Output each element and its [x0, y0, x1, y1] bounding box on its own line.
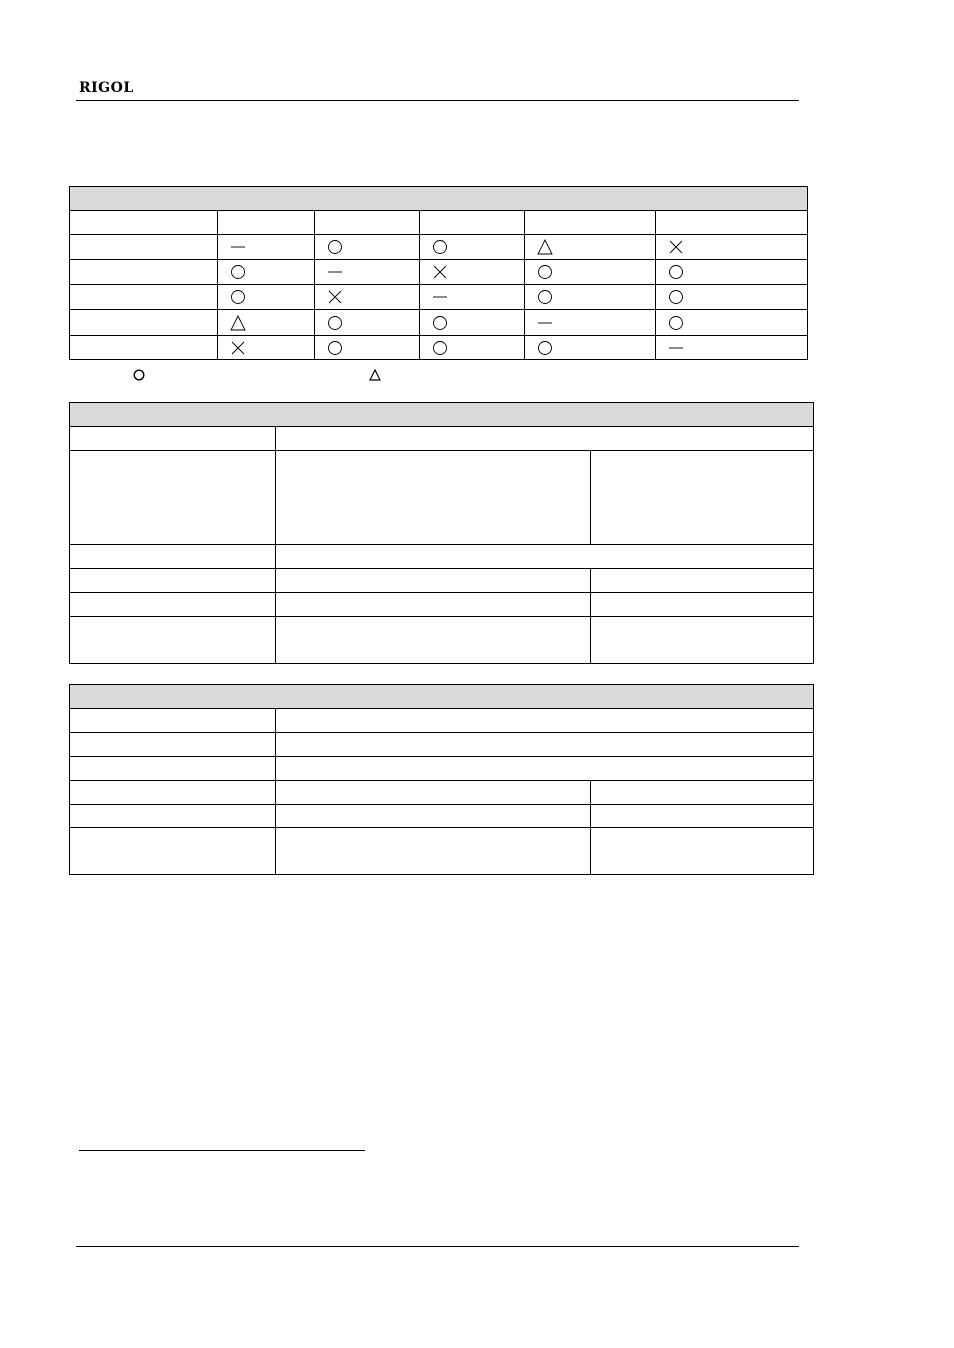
compat-cell: [656, 285, 808, 310]
table-row: [70, 617, 814, 664]
table-row: [70, 569, 814, 593]
compat-table-title: [70, 187, 808, 211]
cross-icon: [668, 239, 684, 255]
cross-icon: [327, 289, 343, 305]
spec-table-2: [69, 684, 814, 875]
compat-cell: [525, 310, 656, 336]
compat-cell: [315, 336, 420, 360]
circle-icon: [230, 264, 246, 280]
compat-cell: [315, 285, 420, 310]
brand-logo: RIGOL: [79, 80, 134, 96]
compat-cell: [420, 235, 525, 260]
dash-icon: [668, 340, 684, 356]
circle-icon: [537, 340, 553, 356]
circle-icon: [432, 340, 448, 356]
compat-cell: [315, 235, 420, 260]
compat-row: [70, 260, 808, 285]
table-row: [70, 805, 814, 828]
table-row: [70, 757, 814, 781]
table-row: [70, 545, 814, 569]
dash-icon: [432, 289, 448, 305]
compat-cell: [656, 260, 808, 285]
footer-rule: [76, 1246, 799, 1247]
table-row: [70, 427, 814, 451]
table-row: [70, 451, 814, 545]
compat-cell: [525, 285, 656, 310]
compat-cell: [315, 260, 420, 285]
compat-row-label: [70, 310, 218, 336]
table-row: [70, 828, 814, 875]
dash-icon: [327, 264, 343, 280]
compat-cell: [656, 310, 808, 336]
legend-triangle-icon: [369, 366, 381, 378]
compat-row-label: [70, 336, 218, 360]
compat-table: [69, 186, 808, 360]
triangle-icon: [230, 315, 246, 331]
cross-icon: [230, 340, 246, 356]
circle-icon: [537, 264, 553, 280]
table-row: [70, 733, 814, 757]
compat-row-label: [70, 260, 218, 285]
circle-icon: [230, 289, 246, 305]
spec-table-1-title: [70, 403, 814, 427]
circle-icon: [432, 239, 448, 255]
circle-icon: [537, 289, 553, 305]
header-rule: [76, 100, 799, 101]
circle-icon: [668, 289, 684, 305]
compat-cell: [218, 235, 315, 260]
compat-cell: [525, 235, 656, 260]
compat-cell: [420, 310, 525, 336]
circle-icon: [668, 315, 684, 331]
circle-icon: [327, 315, 343, 331]
compat-cell: [218, 310, 315, 336]
compat-row-label: [70, 285, 218, 310]
compat-cell: [218, 260, 315, 285]
legend-circle-icon: [133, 366, 145, 378]
circle-icon: [668, 264, 684, 280]
compat-cell: [218, 336, 315, 360]
compat-cell: [218, 285, 315, 310]
compat-row: [70, 235, 808, 260]
compat-row-label: [70, 235, 218, 260]
compat-row: [70, 336, 808, 360]
compat-row: [70, 310, 808, 336]
compat-cell: [656, 235, 808, 260]
cross-icon: [432, 264, 448, 280]
table-row: [70, 781, 814, 805]
compat-cell: [420, 260, 525, 285]
circle-icon: [327, 340, 343, 356]
compat-cell: [656, 336, 808, 360]
spec-table-1: [69, 402, 814, 664]
triangle-icon: [537, 239, 553, 255]
table-row: [70, 709, 814, 733]
spec-table-2-title: [70, 685, 814, 709]
dash-icon: [537, 315, 553, 331]
compat-cell: [315, 310, 420, 336]
compat-cell: [525, 260, 656, 285]
circle-icon: [432, 315, 448, 331]
circle-icon: [327, 239, 343, 255]
compat-cell: [420, 336, 525, 360]
compat-cell: [525, 336, 656, 360]
compat-row: [70, 285, 808, 310]
compat-cell: [420, 285, 525, 310]
table-row: [70, 593, 814, 617]
dash-icon: [230, 239, 246, 255]
footnote-rule: [79, 1150, 365, 1151]
compat-table-header-row: [70, 211, 808, 235]
